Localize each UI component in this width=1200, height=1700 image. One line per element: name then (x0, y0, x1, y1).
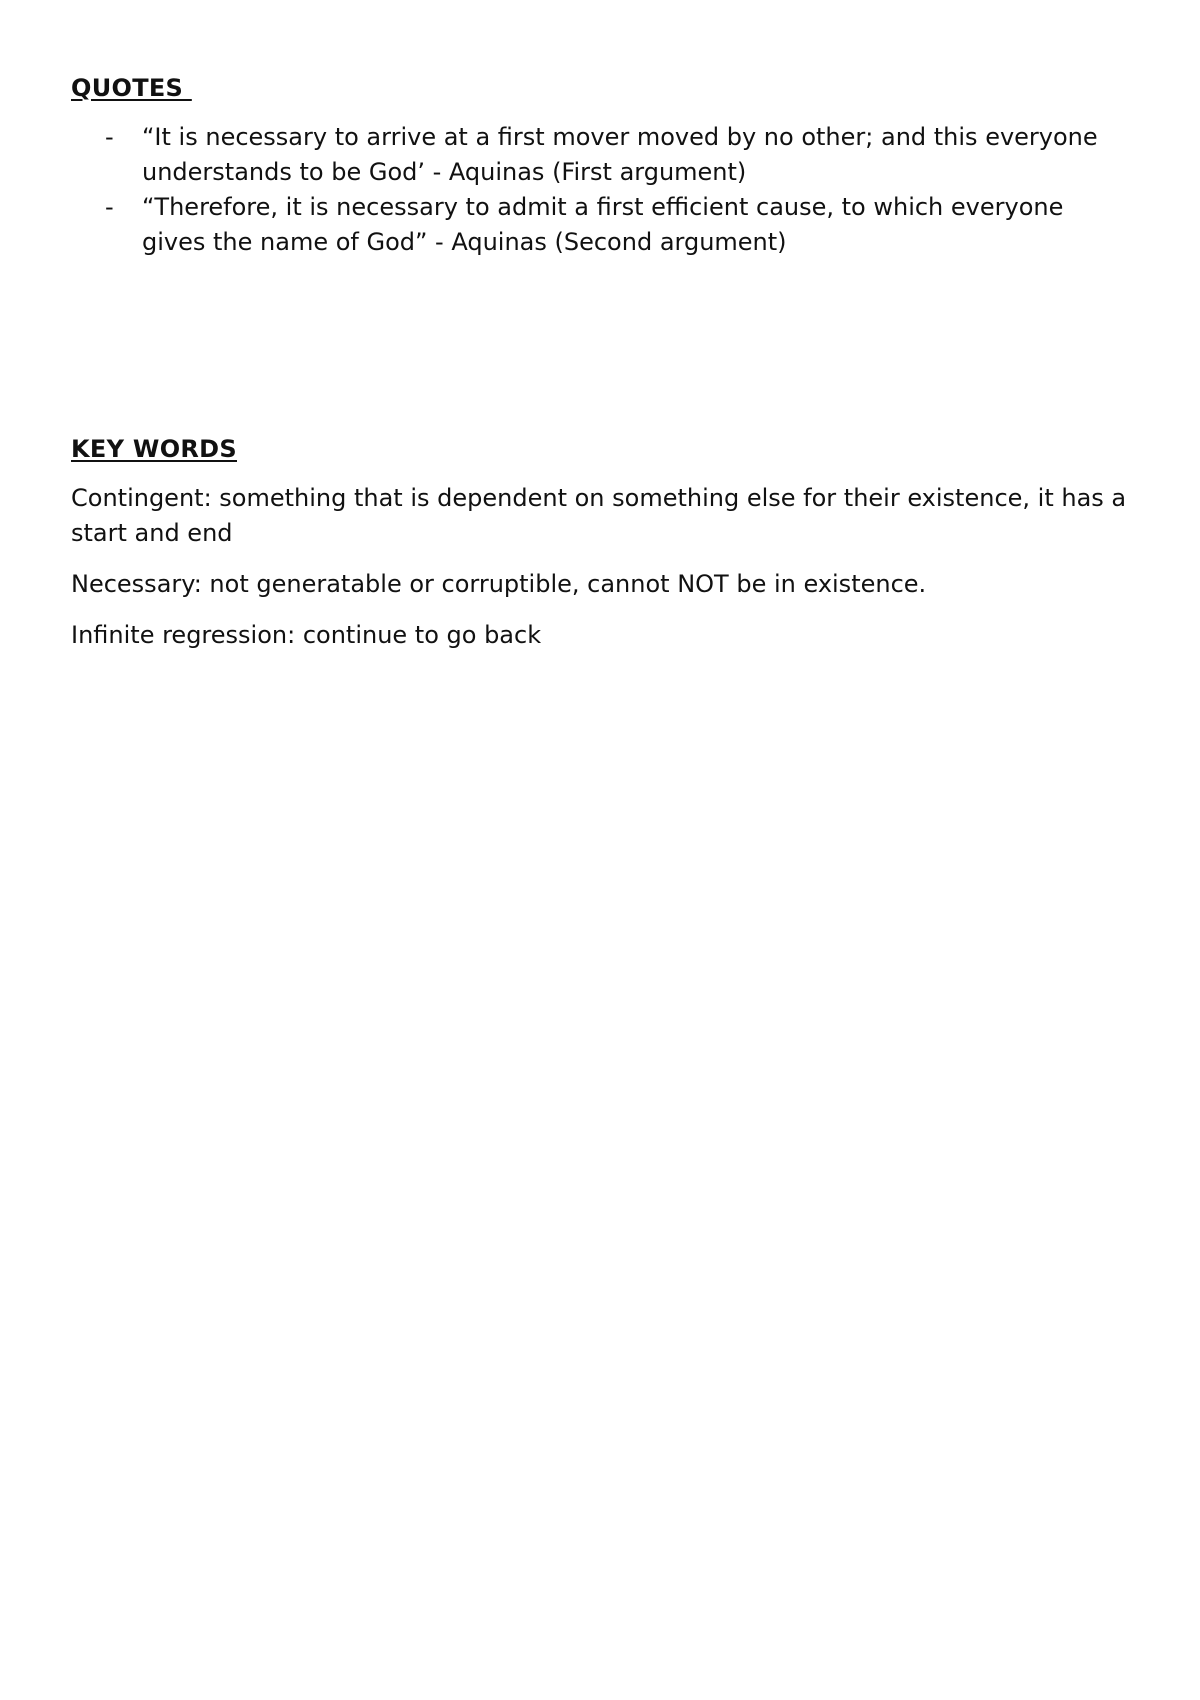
quote-item (71, 120, 1131, 190)
quotes-heading: QUOTES (71, 74, 192, 102)
key-word-entry: Contingent: something that is dependent on something else for their existence, it has a start and end (71, 484, 1127, 547)
key-words-heading: KEY WORDS (71, 435, 237, 463)
list-dash: - (105, 193, 114, 221)
quote-item (71, 190, 1131, 260)
document-page (71, 74, 1131, 669)
key-word-entry: Necessary: not generatable or corruptible, cannot NOT be in existence. (71, 570, 927, 598)
key-words-list (71, 481, 1131, 653)
quote-text: “It is necessary to arrive at a first mover moved by no other; and this everyone understands to be God’ - Aquinas (First argument) (142, 123, 1098, 186)
quotes-list (71, 120, 1131, 260)
quote-text: “Therefore, it is necessary to admit a first efficient cause, to which everyone gives the name of God” - Aquinas (Second argument) (142, 193, 1064, 256)
key-word-entry: Infinite regression: continue to go back (71, 621, 542, 649)
list-dash: - (105, 123, 114, 151)
